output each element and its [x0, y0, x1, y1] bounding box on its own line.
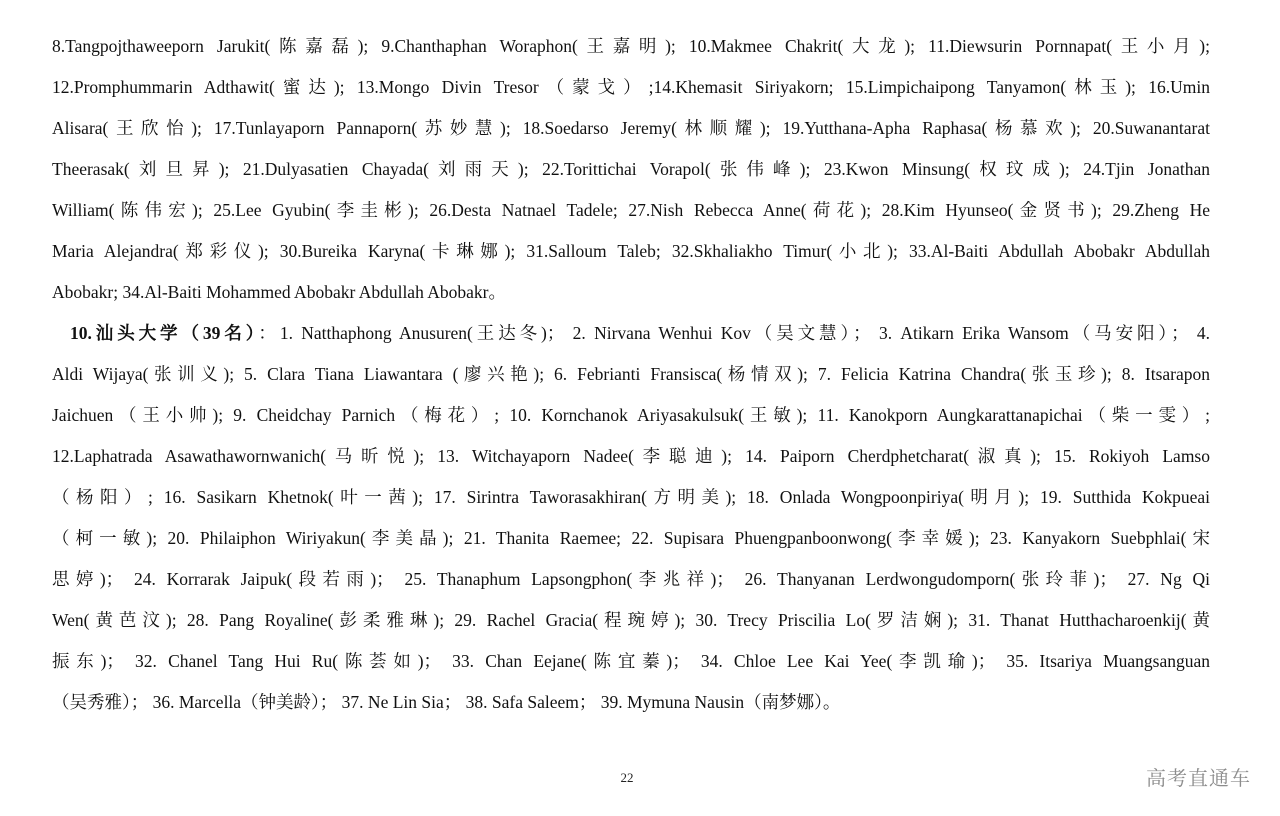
text-line: Theerasak(刘旦昇); 21.Dulyasatien Chayada(刘雨天); 22.Torittichai Vorapol(张伟峰); 23.Kwon Minsung(权玟成); 24.Tjin Jonathan — [52, 159, 1210, 179]
text-line: （吴秀雅）； 36. Marcella（钟美龄）； 37. Ne Lin Sia； 38. Safa Saleem； 39. Mymuna Nausin（南梦娜）。 — [52, 692, 841, 712]
text-line: Abobakr; 34.Al-Baiti Mohammed Abobakr Abdullah Abobakr。 — [52, 282, 506, 302]
text-line: William(陈伟宏); 25.Lee Gyubin(李圭彬); 26.Desta Natnael Tadele; 27.Nish Rebecca Anne(荷花); 28.Kim Hyunseo(金贤书); 29.Zheng He — [52, 200, 1210, 220]
text-line: （柯一敏); 20. Philaiphon Wiriyakun(李美晶); 21. Thanita Raemee; 22. Supisara Phuengpanboonwong(李幸媛); 23. Kanyakorn Suebphlai(宋 — [52, 528, 1210, 548]
document-body — [52, 30, 1210, 727]
text-line: 思婷)； 24. Korrarak Jaipuk(段若雨)； 25. Thanaphum Lapsongphon(李兆祥)； 26. Thanyanan Lerdwongudomporn(张玲菲)； 27. Ng Qi — [52, 569, 1210, 589]
watermark: 高考直通车 — [1146, 766, 1251, 790]
section-first-line — [52, 317, 1210, 358]
text-line: 8.Tangpojthaweeporn Jarukit(陈嘉磊); 9.Chanthaphan Woraphon(王嘉明); 10.Makmee Chakrit(大龙); 11.Diewsurin Pornnapat(王小月); — [52, 36, 1210, 56]
section-heading: 10.汕头大学（39名） — [70, 323, 259, 343]
text-line: ：1. Natthaphong Anusuren(王达冬)； 2. Nirvana Wenhui Kov（吴文慧）； 3. Atikarn Erika Wansom（马安阳）； 4. — [258, 323, 1210, 343]
text-line: Aldi Wijaya(张训义); 5. Clara Tiana Liawantara (廖兴艳); 6. Febrianti Fransisca(杨情双); 7. Felicia Katrina Chandra(张玉珍); 8. Itsarapon — [52, 364, 1210, 384]
text-line: 12.Promphummarin Adthawit(蜜达); 13.Mongo Divin Tresor（蒙戈）;14.Khemasit Siriyakorn; 15.Limpichaipong Tanyamon(林玉); 16.Umin — [52, 77, 1210, 97]
text-line: 振东)； 32. Chanel Tang Hui Ru(陈荟如)； 33. Chan Eejane(陈宜蓁)； 34. Chloe Lee Kai Yee(李凯瑜)； 35. Itsariya Muangsanguan — [52, 651, 1210, 671]
text-line: Jaichuen（王小帅); 9. Cheidchay Parnich（梅花）; 10. Kornchanok Ariyasakulsuk(王敏); 11. Kanokporn Aungkarattanapichai（柴一雯）; — [52, 405, 1210, 425]
text-line: Maria Alejandra(郑彩仪); 30.Bureika Karyna(卡琳娜); 31.Salloum Taleb; 32.Skhaliakho Timur(小北); 33.Al-Baiti Abdullah Abobakr Abdullah — [52, 241, 1210, 261]
page-number: 22 — [620, 770, 634, 785]
text-line: （杨阳）; 16. Sasikarn Khetnok(叶一茜); 17. Sirintra Taworasakhiran(方明美); 18. Onlada Wongpoonpiriya(明月); 19. Sutthida Kokpueai — [52, 487, 1210, 507]
text-line: Wen(黄芭汶); 28. Pang Royaline(彭柔雅琳); 29. Rachel Gracia(程琬婷); 30. Trecy Priscilia Lo(罗洁娴); 31. Thanat Hutthacharoenkij(黄 — [52, 610, 1210, 630]
text-line: 12.Laphatrada Asawathawornwanich(马昕悦); 13. Witchayaporn Nadee(李聪迪); 14. Paiporn Cherdphetcharat(淑真); 15. Rokiyoh Lamso — [52, 446, 1210, 466]
text-line: Alisara(王欣怡); 17.Tunlayaporn Pannaporn(苏妙慧); 18.Soedarso Jeremy(林顺耀); 19.Yutthana-Apha Raphasa(杨慕欢); 20.Suwanantarat — [52, 118, 1210, 138]
